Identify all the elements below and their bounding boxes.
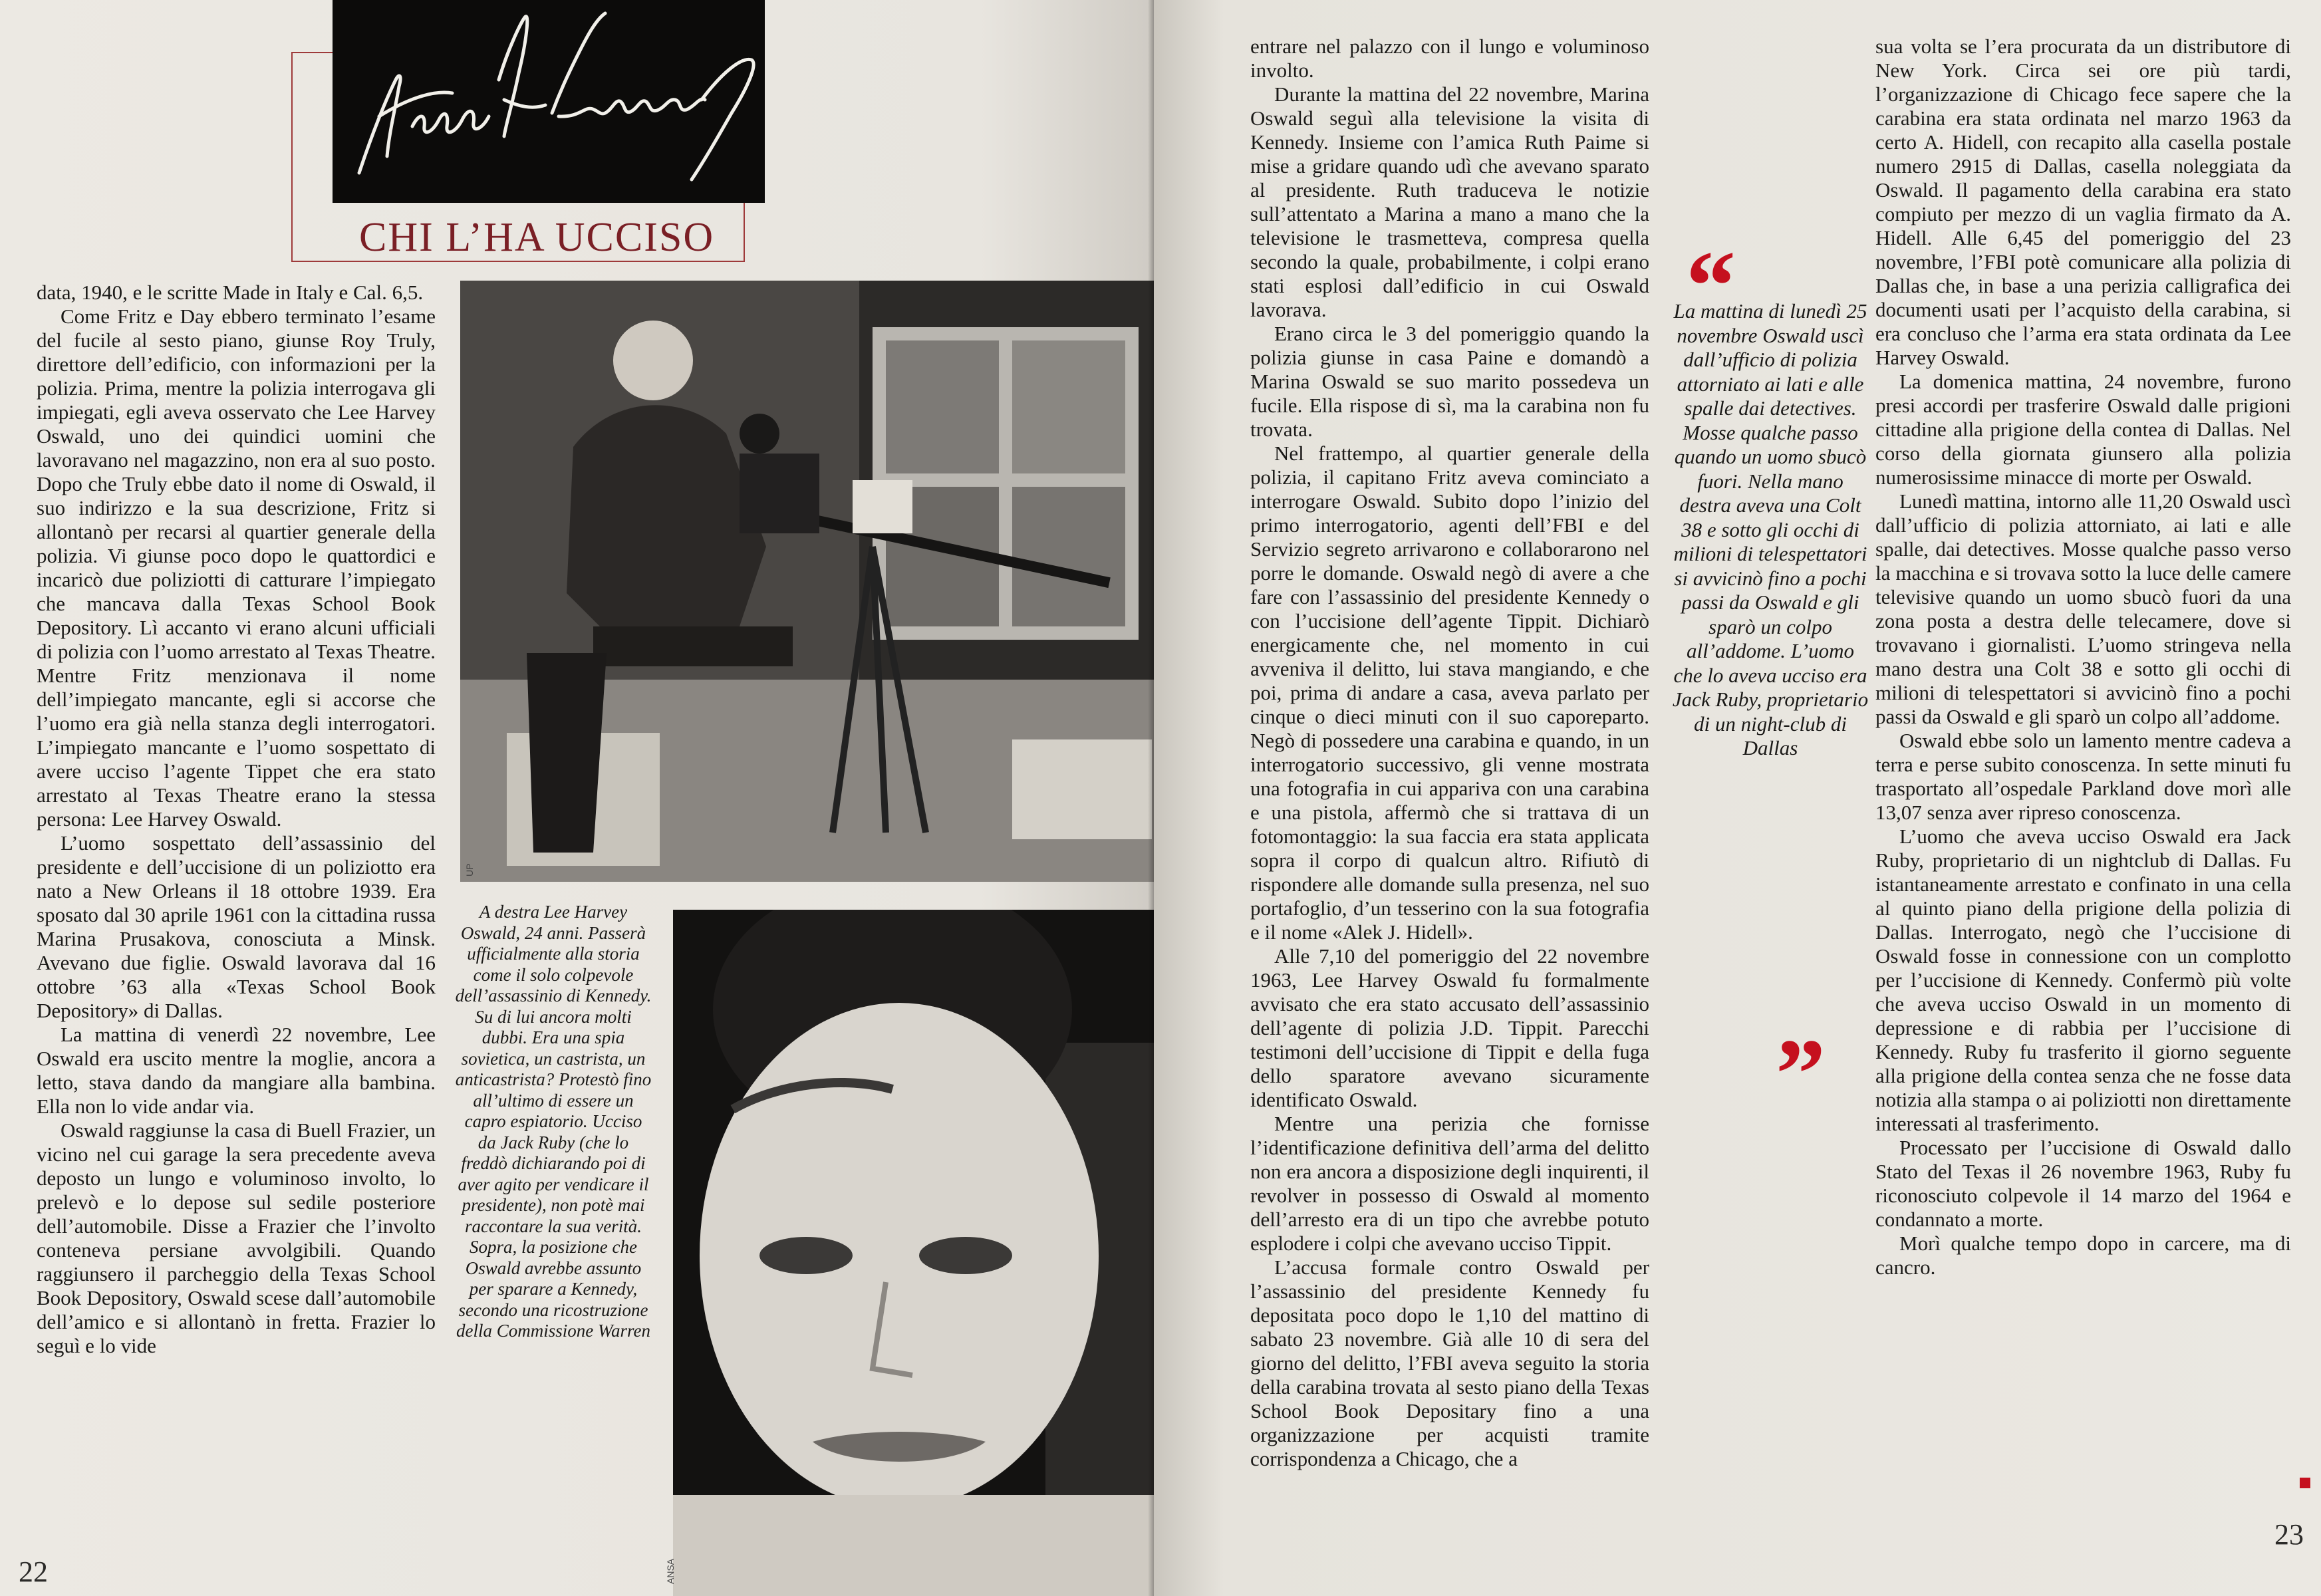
article-title: CHI L’HA UCCISO xyxy=(359,215,715,260)
page-number-right: 23 xyxy=(2274,1518,2304,1551)
reconstruction-photo-image xyxy=(460,281,1154,882)
page-number-left: 22 xyxy=(19,1555,48,1588)
oswald-portrait-image xyxy=(673,910,1154,1596)
right-text-column xyxy=(1875,35,2291,1279)
paragraph: Come Fritz e Day ebbero terminato l’esame del fucile al sesto piano, giunse Roy Truly, direttore dell’edificio, con informazioni per la polizia. Prima, mentre la polizia interrogava gli impiegati, egli aveva osservato che Lee Harvey Oswald, uno dei quindici uomini che lavoravano nel magazzino, non era al suo posto. Dopo che Truly ebbe dato il nome di Oswald, il suo indirizzo e la sua descrizione, Fritz si allontanò per recarsi al quartier generale della polizia. Vi giunse poco dopo le quattordici e incaricò due poliziotti di catturare l’impiegato che mancava dalla Texas School Book Depository. Lì accanto vi erano alcuni ufficiali di polizia con l’uomo arrestato al Texas Theatre. Mentre Fritz menzionava il nome dell’impiegato mancante, egli si accorse che l’uomo era già nella stanza degli interrogatori. L’impiegato mancante e l’uomo sospettato di avere ucciso l’agente Tippet che era stato arrestato al Texas Theatre erano la stessa persona: Lee Harvey Oswald. xyxy=(37,305,436,831)
reconstruction-photo xyxy=(460,281,1154,882)
paragraph: Lunedì mattina, intorno alle 11,20 Oswald uscì dall’ufficio di polizia attorniato, ai lati e alle spalle, dai detectives. Mosse qualche passo verso la macchina e si trovava sotto la luce delle camere televisive quando un uomo sbucò fuori da una zona posta a destra delle telecamere, dove si trovavano i giornalisti. L’uomo stringeva nella mano destra una Colt 38 e sotto gli occhi di milioni di telespettatori si avvicinò fino a pochi passi da Oswald e gli sparò un colpo all’addome. xyxy=(1875,489,2291,728)
paragraph: Morì qualche tempo dopo in carcere, ma di cancro. xyxy=(1875,1232,2291,1279)
close-quote-mark: ” xyxy=(1776,1019,1826,1129)
right-page xyxy=(1154,0,2321,1596)
photo-credit-top: UP xyxy=(464,863,475,876)
photo-caption: A destra Lee Harvey Oswald, 24 anni. Passerà ufficialmente alla storia come il solo colpevole dell’assassinio di Kennedy. Su di lui ancora molti dubbi. Era una spia sovietica, un castrista, un anticastrista? Protestò fino all’ultimo di essere un capro espiatorio. Ucciso da Jack Ruby (che lo freddò dichiarando poi di aver agito per vendicare il presidente), non potè mai raccontare la sua verità. Sopra, la posizione che Oswald avrebbe assunto per sparare a Kennedy, secondo una ricostruzione della Commissione Warren xyxy=(455,902,652,1341)
paragraph: La domenica mattina, 24 novembre, furono presi accordi per trasferire Oswald dalle prigioni cittadine alla prigione della contea di Dallas. Nel corso della giornata giunsero alla polizia numerosissime minacce di morte per Oswald. xyxy=(1875,370,2291,489)
paragraph: data, 1940, e le scritte Made in Italy e Cal. 6,5. xyxy=(37,281,424,304)
pull-quote: La mattina di lunedì 25 novembre Oswald uscì dall’ufficio di polizia attorniato ai lati e alle spalle dai detectives. Mosse qualche passo quando un uomo sbucò fuori. Nella mano destra aveva una Colt 38 e sotto gli occhi di milioni di telespettatori si avvicinò fino a pochi passi da Oswald e gli sparò un colpo all’addome. L’uomo che lo aveva ucciso era Jack Ruby, proprietario di un night-club di Dallas xyxy=(1672,299,1869,759)
paragraph: L’accusa formale contro Oswald per l’assassinio del presidente Kennedy fu depositata poco dopo le 1,10 del mattino di sabato 23 novembre. Già alle 10 di sera del giorno del delitto, l’FBI aveva seguito la storia della carabina trovata al sesto piano della Texas School Book Depositary fino a una organizzazione per acquisti tramite corrispondenza a Chicago, che a xyxy=(1250,1256,1649,1470)
left-page xyxy=(0,0,1154,1596)
paragraph: Oswald raggiunse la casa di Buell Frazier, un vicino nel cui garage la sera precedente aveva deposto un lungo e voluminoso involto, lo prelevò e lo depose sul sedile posteriore dell’automobile. Disse a Frazier che l’involto conteneva persiane avvolgibili. Quando raggiunsero il parcheggio della Texas School Book Depository, Oswald scese dall’automobile dell’amico e si allontanò in fretta. Frazier lo seguì e lo vide xyxy=(37,1119,436,1357)
photo-credit-bottom: ANSA xyxy=(665,1558,676,1584)
paragraph: Durante la mattina del 22 novembre, Marina Oswald seguì alla televisione la visita di Kennedy. Insieme con l’amica Ruth Paime si mise a gridare quando udì che avevano sparato al presidente. Ruth traduceva le notizie sull’attentato a Marina a mano a mano che la televisione le trasmetteva, compresa quella secondo la quale, probabilmente, i colpi erano stati esplosi dall’edificio in cui Oswald lavorava. xyxy=(1250,82,1649,321)
paragraph: Nel frattempo, al quartier generale della polizia, il capitano Fritz aveva cominciato a interrogare Oswald. Subito dopo l’inizio del primo interrogatorio, agenti dell’FBI e del Servizio segreto arrivarono e collaborarono nel porre le domande. Oswald negò di avere a che fare con l’assassinio del presidente Kennedy o con l’uccisione dell’agente Tippit. Dichiarò energicamente che, nel momento in cui avveniva il delitto, lui stava mangiando, e che poi, prima di andare a casa, aveva parlato per cinque o dieci minuti con il suo caporeparto. Negò di possedere una carabina e quando, in un interrogatorio successivo, gli venne mostrata una fotografia in cui appariva con una carabina e una pistola, affermò che si trattava di un fotomontaggio: la sua faccia era stata applicata sopra il corpo di qualcun altro. Rifiutò di rispondere alle domande sulla presenza, nel suo portafoglio, d’un tesserino con la sua fotografia e il nome «Alek J. Hidell». xyxy=(1250,442,1649,944)
article-end-mark xyxy=(2300,1478,2310,1488)
paragraph: L’uomo che aveva ucciso Oswald era Jack Ruby, proprietario di un nightclub di Dallas. Fu istantaneamente arrestato e confinato in una cella al quinto piano della prigione della polizia di Dallas. Interrogato, negò che l’uccisione di Oswald fosse in connessione con un complotto per l’uccisione di Kennedy. Confermò più volte che aveva ucciso Oswald in un momento di depressione e di rabbia per l’uccisione di Kennedy. Ruby fu trasferito il giorno seguente alla prigione della contea senza che ne fosse data notizia alla stampa o ai poliziotti non direttamente interessati al trasferimento. xyxy=(1875,825,2291,1135)
paragraph: entrare nel palazzo con il lungo e voluminoso involto. xyxy=(1250,35,1649,82)
middle-text-column xyxy=(1250,35,1649,1471)
signature-banner xyxy=(333,0,765,203)
open-quote-mark: “ xyxy=(1686,231,1736,341)
oswald-portrait-photo xyxy=(673,910,1154,1596)
paragraph: Processato per l’uccisione di Oswald dallo Stato del Texas il 26 novembre 1963, Ruby fu riconosciuto colpevole il 14 marzo del 1964 e condannato a morte. xyxy=(1875,1136,2291,1231)
paragraph: Erano circa le 3 del pomeriggio quando la polizia giunse in casa Paine e domandò a Marina Oswald se suo marito possedeva un fucile. Ella rispose di sì, ma la carabina non fu trovata. xyxy=(1250,322,1649,441)
paragraph: L’uomo sospettato dell’assassinio del presidente e dell’uccisione di un poliziotto era nato a New Orleans il 18 ottobre 1939. Era sposato dal 30 aprile 1961 con la cittadina russa Marina Prusakova, conosciuta a Minsk. Avevano due figlie. Oswald lavorava dal 16 ottobre ’63 alla «Texas School Book Depository» di Dallas. xyxy=(37,831,436,1022)
paragraph: sua volta se l’era procurata da un distributore di New York. Circa sei ore più tardi, l’organizzazione di Chicago fece sapere che la carabina era stata ordinata nel marzo 1963 da certo A. Hidell, con recapito alla casella postale numero 2915 di Dallas, casella noleggiata da Oswald. Il pagamento della carabina era stato compiuto per mezzo di un vaglia firmato da A. Hidell. Alle 6,45 del pomeriggio del 23 novembre, l’FBI potè comunicare alla polizia di Dallas che, in base a una perizia calligrafica dei documenti usati per l’acquisto della carabina, si era concluso che l’arma era stata ordinata da Lee Harvey Oswald. xyxy=(1875,35,2291,369)
paragraph: Mentre una perizia che fornisse l’identificazione definitiva dell’arma del delitto non era ancora a disposizione degli inquirenti, il revolver in possesso di Oswald al momento dell’arresto era di un tipo che avrebbe potuto esplodere i colpi che avevano ucciso Tippit. xyxy=(1250,1112,1649,1255)
kennedy-signature-image xyxy=(333,0,765,203)
paragraph: Oswald ebbe solo un lamento mentre cadeva a terra e perse subito conoscenza. In sette minuti fu trasportato all’ospedale Parkland dove morì alle 13,07 senza aver ripreso conoscenza. xyxy=(1875,729,2291,824)
paragraph: La mattina di venerdì 22 novembre, Lee Oswald era uscito mentre la moglie, ancora a letto, stava dando da mangiare alla bambina. Ella non lo vide andar via. xyxy=(37,1023,436,1118)
paragraph: Alle 7,10 del pomeriggio del 22 novembre 1963, Lee Harvey Oswald fu formalmente avvisato che era stato accusato dell’assassinio dell’agente di polizia J.D. Tippit. Parecchi testimoni dell’uccisione di Tippit e della fuga dello sparatore avevano sicuramente identificato Oswald. xyxy=(1250,944,1649,1111)
left-text-column xyxy=(37,281,436,1358)
